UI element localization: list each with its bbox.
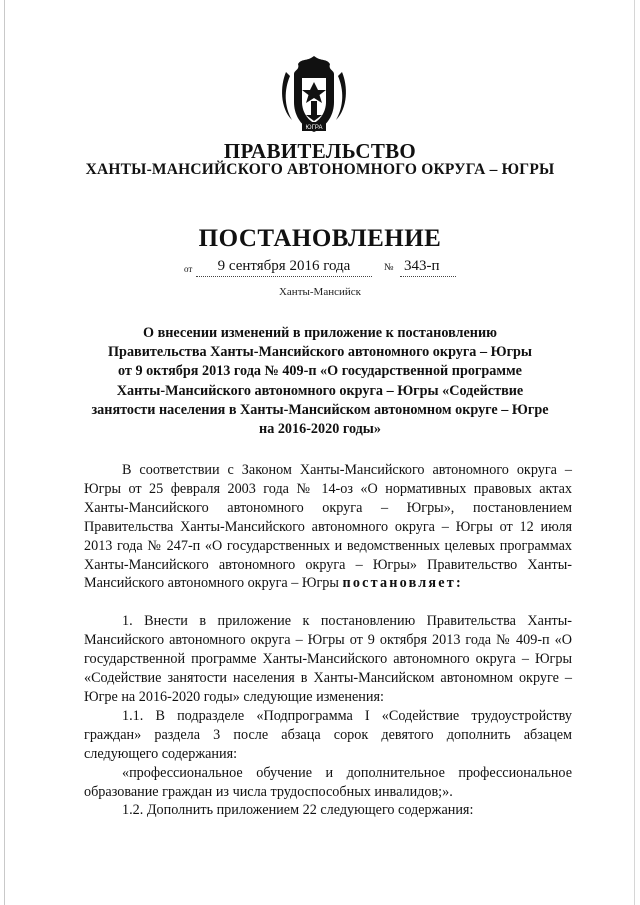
heading-line: занятости населения в Ханты-Мансийском автономном округе – Югре bbox=[91, 401, 549, 418]
item-1-2: 1.2. Дополнить приложением 22 следующего содержания: bbox=[122, 802, 474, 819]
document-body bbox=[84, 461, 572, 820]
preamble-paragraph bbox=[84, 461, 572, 593]
scan-edge-right bbox=[634, 0, 635, 905]
heading-line: О внесении изменений в приложение к постановлению bbox=[142, 325, 497, 341]
quoted-paragraph: «профессиональное обучение и дополнительное профессиональное образование граждан из числа трудоспособных инвалидов;». bbox=[84, 764, 572, 800]
date-number-line bbox=[0, 256, 640, 280]
heading-line: от 9 октября 2013 года № 409-п «О государственной программе bbox=[118, 363, 522, 380]
resolves-word: постановляет: bbox=[342, 575, 463, 592]
item-1: 1. Внести в приложение к постановлению Правительства Ханты-Мансийского автономного округа – Югры от 9 октября 2013 года № 409-п «О государственной программе Ханты-Мансийского автономного округа – Югры «Содействие занятости населения в Ханты-Мансийском автономном округе – Югре на 2016-2020 годы» следующие изменения: bbox=[84, 613, 572, 705]
coat-of-arms-icon bbox=[272, 52, 356, 136]
document-number: 343-п bbox=[400, 258, 456, 277]
government-title: ПРАВИТЕЛЬСТВО bbox=[223, 139, 417, 163]
emblem-caption: ЮГРА bbox=[305, 125, 323, 131]
document-type: ПОСТАНОВЛЕНИЕ bbox=[198, 225, 442, 252]
item-1-1: 1.1. В подразделе «Подпрограмма I «Содействие трудоустройству граждан» раздела 3 после абзаца сорок девятого дополнить абзацем следующего содержания: bbox=[84, 707, 572, 762]
document-heading bbox=[90, 324, 550, 439]
heading-line: на 2016-2020 годы» bbox=[259, 421, 381, 438]
region-title: ХАНТЫ-МАНСИЙСКОГО АВТОНОМНОГО ОКРУГА – ЮГРЫ bbox=[85, 161, 555, 178]
number-label: № bbox=[384, 262, 394, 273]
document-date: 9 сентября 2016 года bbox=[196, 258, 372, 277]
date-from-label: от bbox=[184, 264, 193, 274]
heading-line: Ханты-Мансийского автономного округа – Югры «Содействие bbox=[116, 382, 524, 399]
city: Ханты-Мансийск bbox=[278, 286, 361, 298]
heading-line: Правительства Ханты-Мансийского автономного округа – Югры bbox=[108, 344, 532, 361]
preamble-text: В соответствии с Законом Ханты-Мансийского автономного округа – Югры от 25 февраля 2003 года № 14-оз «О нормативных правовых актах Ханты-Мансийского автономного округа – Югры», постановлением Правительства Ханты-Мансийского автономного округа – Югры от 12 июля 2013 года № 247-п «О государственных и ведомственных целевых программах Ханты-Мансийского автономного округа – Югры» Правительство Ханты-Мансийского автономного округа – Югры bbox=[84, 462, 572, 592]
scan-edge-left bbox=[4, 0, 5, 905]
